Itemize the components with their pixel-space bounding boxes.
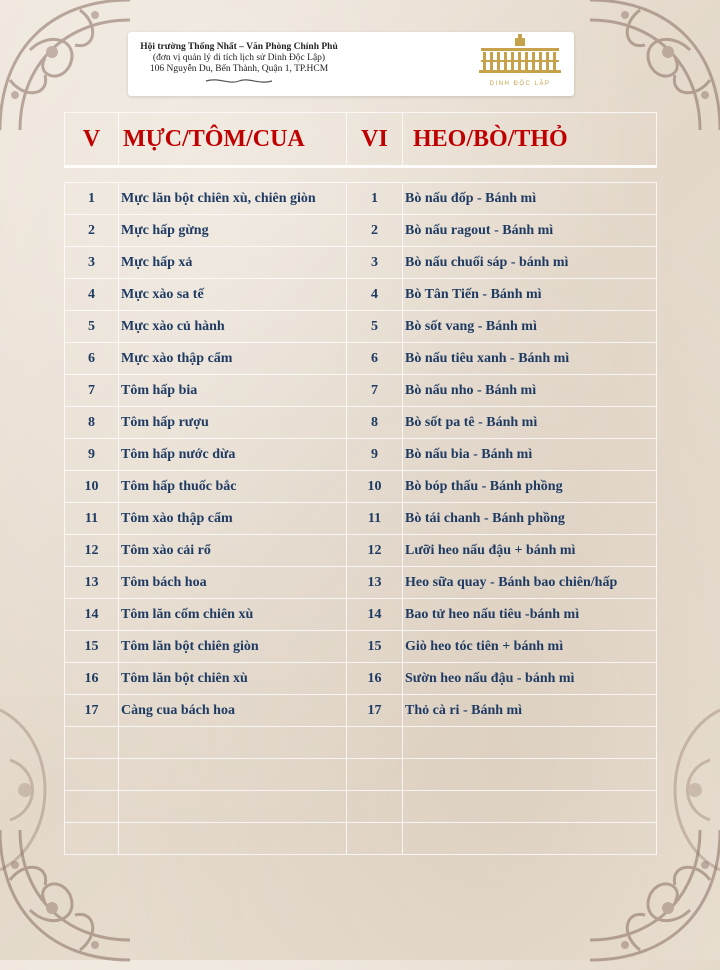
item-name: Sườn heo nấu đậu - bánh mì — [403, 663, 657, 695]
palace-logo — [472, 34, 568, 94]
table-row — [65, 471, 657, 503]
organization-subtitle: (đơn vị quản lý di tích lịch sử Dinh Độc Lập) — [152, 53, 326, 63]
table-row — [65, 375, 657, 407]
item-number: 8 — [347, 407, 403, 439]
table-row — [65, 663, 657, 695]
table-row — [65, 215, 657, 247]
item-name: Tôm lăn bột chiên xù — [119, 663, 347, 695]
menu-items — [65, 183, 657, 855]
item-number: 14 — [347, 599, 403, 631]
item-number: 16 — [65, 663, 119, 695]
item-name: Mực xào thập cẩm — [119, 343, 347, 375]
empty-row — [65, 727, 657, 759]
item-name: Bò Tân Tiến - Bánh mì — [403, 279, 657, 311]
palace-building-icon — [475, 34, 565, 76]
item-name: Bao tử heo nấu tiêu -bánh mì — [403, 599, 657, 631]
item-number: 9 — [65, 439, 119, 471]
table-row — [65, 631, 657, 663]
item-number: 11 — [347, 503, 403, 535]
item-name: Tôm lăn bột chiên giòn — [119, 631, 347, 663]
item-name: Tôm hấp nước dừa — [119, 439, 347, 471]
item-name: Bò nấu tiêu xanh - Bánh mì — [403, 343, 657, 375]
item-number: 6 — [347, 343, 403, 375]
table-row — [65, 567, 657, 599]
item-name: Bò bóp thấu - Bánh phồng — [403, 471, 657, 503]
item-name: Tôm bách hoa — [119, 567, 347, 599]
item-number: 1 — [65, 183, 119, 215]
item-name: Mực lăn bột chiên xù, chiên giòn — [119, 183, 347, 215]
item-number: 11 — [65, 503, 119, 535]
item-name: Tôm hấp rượu — [119, 407, 347, 439]
item-name: Mực xào củ hành — [119, 311, 347, 343]
item-name: Bò nấu chuối sáp - bánh mì — [403, 247, 657, 279]
logo-text: DINH ĐỘC LẬP — [489, 81, 551, 87]
item-number: 7 — [65, 375, 119, 407]
item-number: 10 — [347, 471, 403, 503]
table-header-row — [65, 113, 657, 167]
item-number: 7 — [347, 375, 403, 407]
item-number: 13 — [347, 567, 403, 599]
item-number: 17 — [65, 695, 119, 727]
item-number: 6 — [65, 343, 119, 375]
section-number: V — [65, 113, 119, 167]
section-title: HEO/BÒ/THỎ — [403, 113, 657, 167]
organization-name: Hội trường Thống Nhất – Văn Phòng Chính Phủ — [140, 42, 338, 52]
table-row — [65, 343, 657, 375]
item-name: Tôm lăn cốm chiên xù — [119, 599, 347, 631]
empty-row — [65, 759, 657, 791]
item-number: 14 — [65, 599, 119, 631]
item-number: 13 — [65, 567, 119, 599]
item-number: 4 — [347, 279, 403, 311]
section-number: VI — [347, 113, 403, 167]
table-row — [65, 279, 657, 311]
item-name: Bò nấu bia - Bánh mì — [403, 439, 657, 471]
item-number: 15 — [65, 631, 119, 663]
item-name: Mực xào sa tế — [119, 279, 347, 311]
table-row — [65, 311, 657, 343]
item-number: 3 — [65, 247, 119, 279]
item-number: 9 — [347, 439, 403, 471]
item-number: 12 — [65, 535, 119, 567]
item-name: Tôm xào cải rổ — [119, 535, 347, 567]
item-name: Heo sữa quay - Bánh bao chiên/hấp — [403, 567, 657, 599]
section-title: MỰC/TÔM/CUA — [119, 113, 347, 167]
empty-row — [65, 791, 657, 823]
header-separator — [65, 167, 657, 183]
table-row — [65, 503, 657, 535]
item-name: Bò sốt vang - Bánh mì — [403, 311, 657, 343]
flourish-icon — [204, 77, 274, 85]
item-name: Giò heo tóc tiên + bánh mì — [403, 631, 657, 663]
item-number: 16 — [347, 663, 403, 695]
item-number: 4 — [65, 279, 119, 311]
item-name: Bò nấu đốp - Bánh mì — [403, 183, 657, 215]
item-name: Thỏ cà ri - Bánh mì — [403, 695, 657, 727]
item-number: 2 — [65, 215, 119, 247]
item-name: Bò nấu nho - Bánh mì — [403, 375, 657, 407]
organization-info — [132, 41, 346, 85]
item-name: Tôm hấp thuốc bắc — [119, 471, 347, 503]
table-row — [65, 599, 657, 631]
organization-address: 106 Nguyễn Du, Bến Thành, Quận 1, TP.HCM — [149, 64, 329, 74]
item-name: Mực hấp gừng — [119, 215, 347, 247]
menu-table — [64, 112, 657, 855]
table-row — [65, 439, 657, 471]
item-name: Mực hấp xả — [119, 247, 347, 279]
table-row — [65, 247, 657, 279]
item-number: 1 — [347, 183, 403, 215]
header-card — [128, 32, 574, 96]
item-number: 3 — [347, 247, 403, 279]
item-name: Bò sốt pa tê - Bánh mì — [403, 407, 657, 439]
table-row — [65, 183, 657, 215]
empty-row — [65, 823, 657, 855]
item-name: Càng cua bách hoa — [119, 695, 347, 727]
item-number: 5 — [347, 311, 403, 343]
item-name: Tôm hấp bia — [119, 375, 347, 407]
table-row — [65, 695, 657, 727]
item-number: 10 — [65, 471, 119, 503]
item-number: 17 — [347, 695, 403, 727]
item-name: Bò tái chanh - Bánh phồng — [403, 503, 657, 535]
item-number: 5 — [65, 311, 119, 343]
item-name: Lưỡi heo nấu đậu + bánh mì — [403, 535, 657, 567]
item-number: 12 — [347, 535, 403, 567]
item-number: 8 — [65, 407, 119, 439]
table-row — [65, 407, 657, 439]
item-name: Bò nấu ragout - Bánh mì — [403, 215, 657, 247]
table-row — [65, 535, 657, 567]
item-name: Tôm xào thập cẩm — [119, 503, 347, 535]
item-number: 2 — [347, 215, 403, 247]
item-number: 15 — [347, 631, 403, 663]
